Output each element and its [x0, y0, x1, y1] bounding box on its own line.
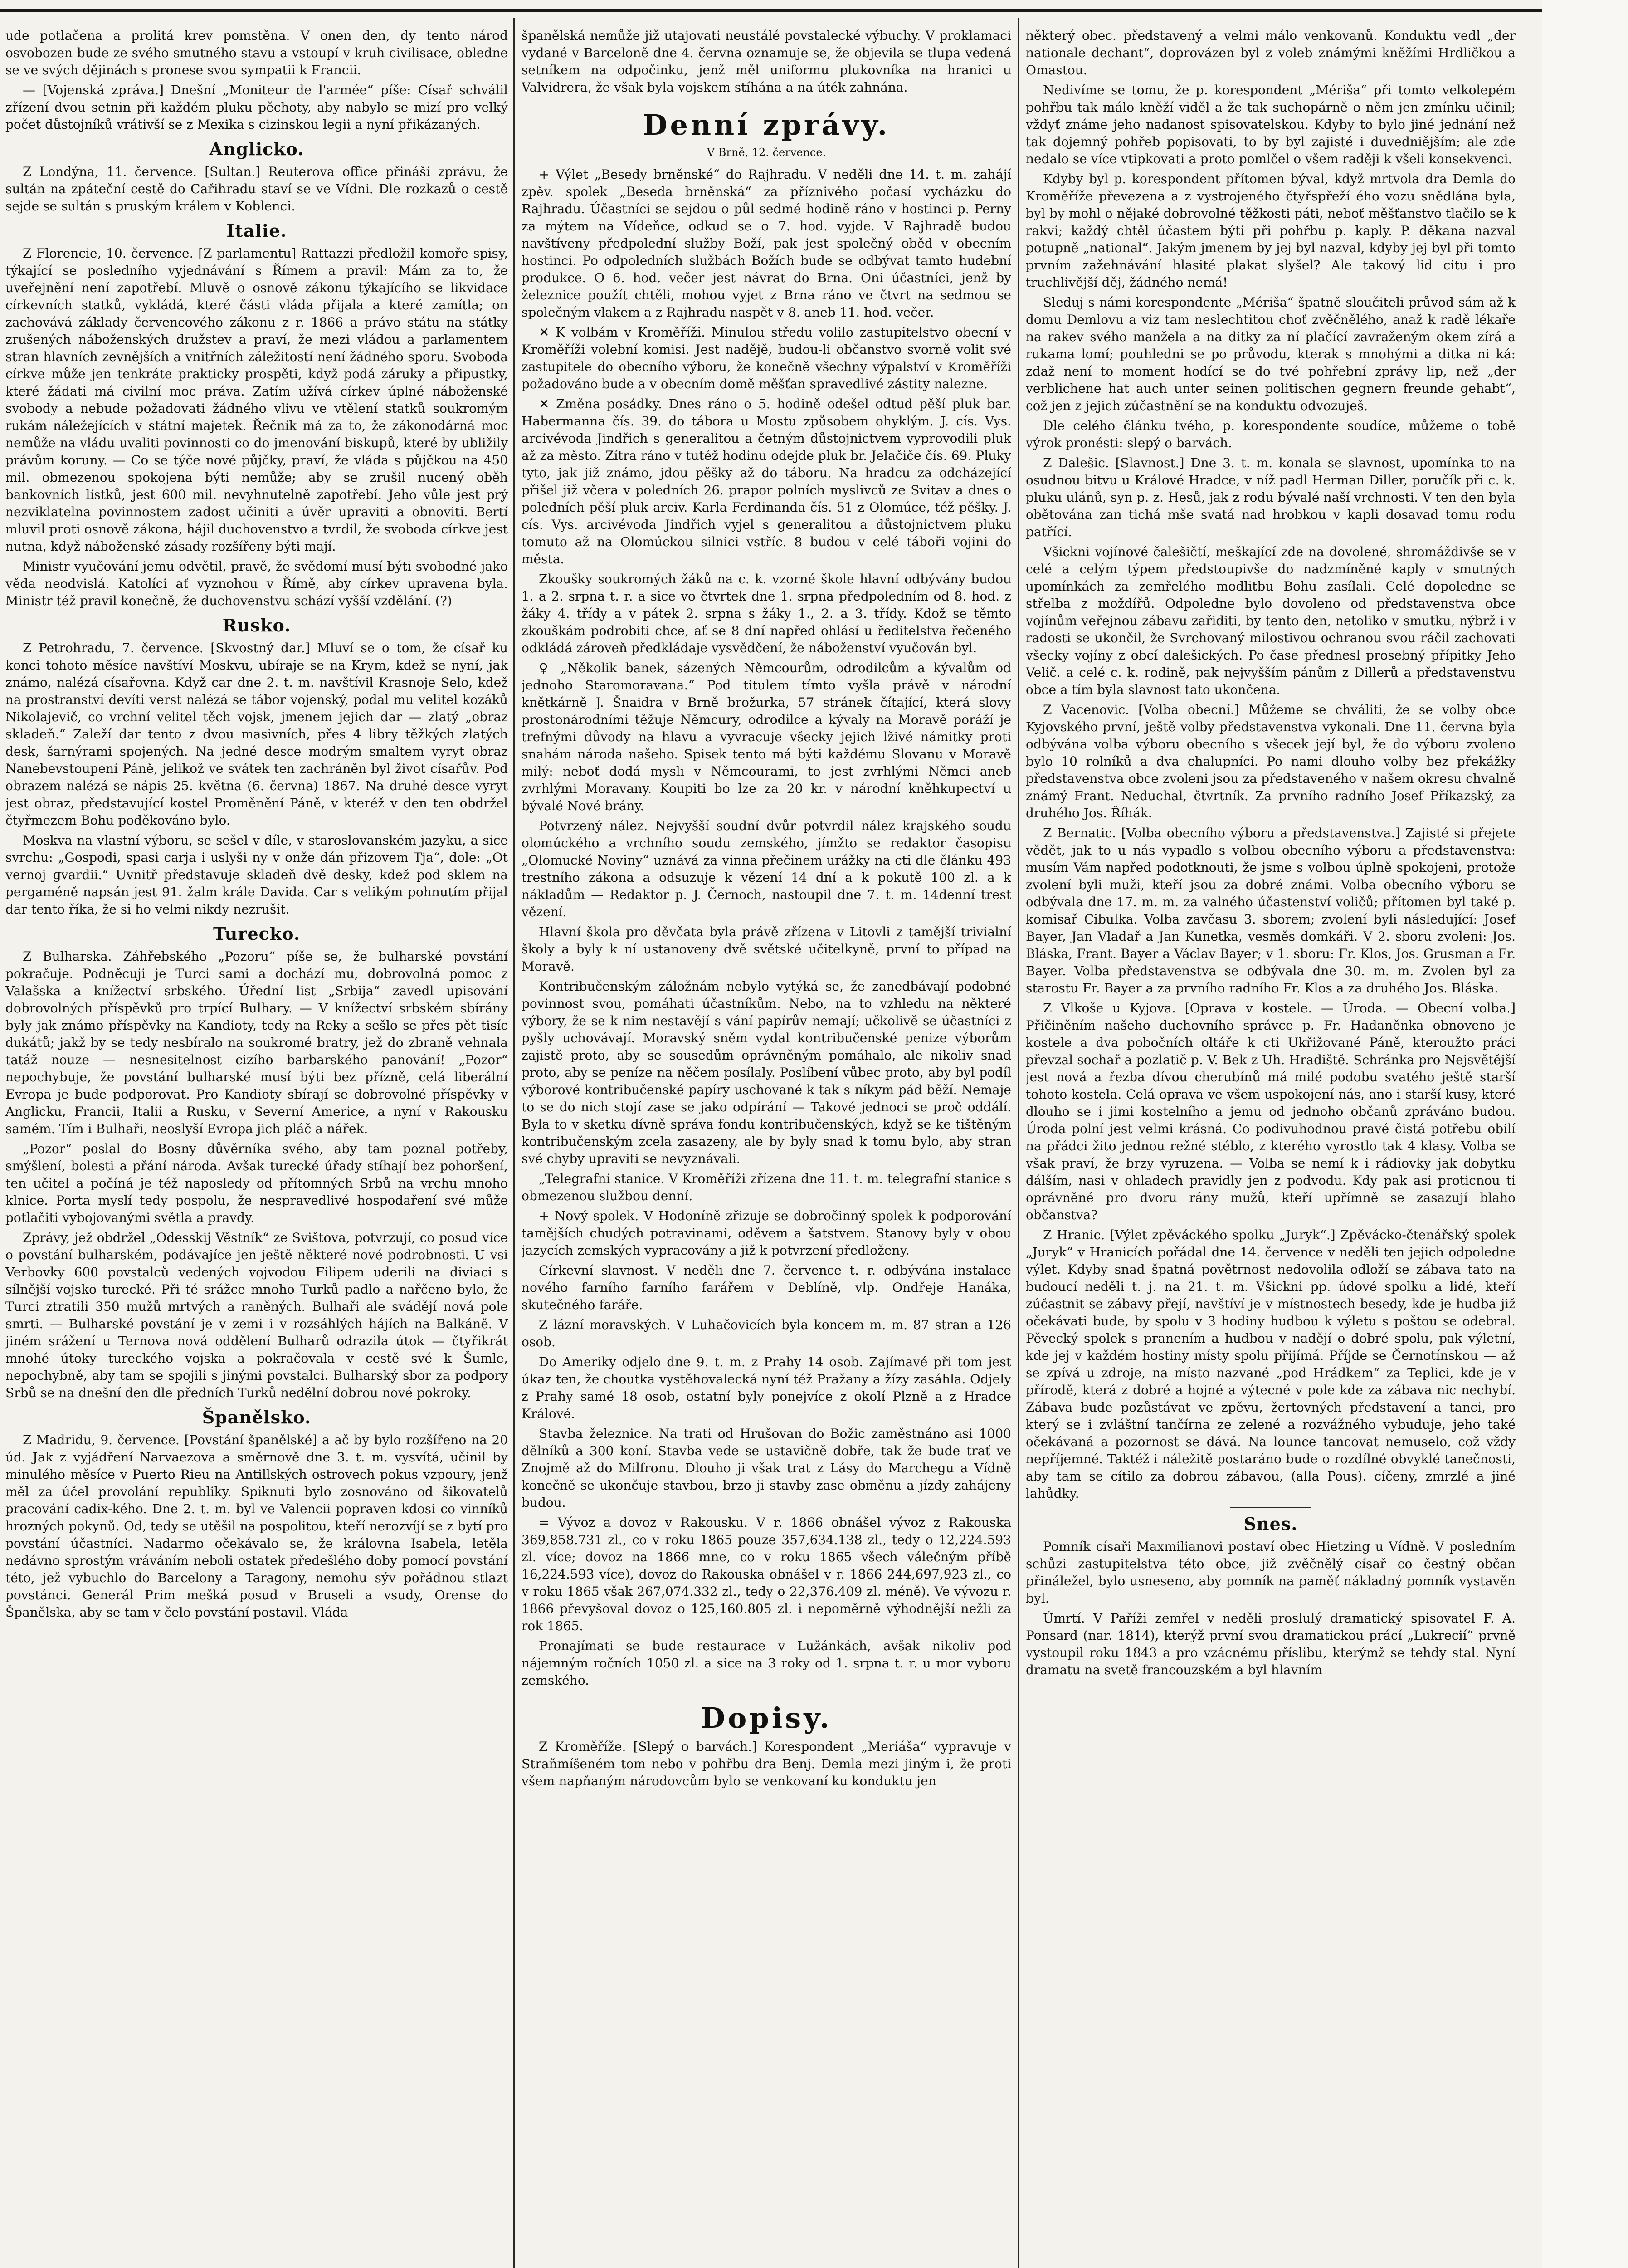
- news-item-7: Hlavní škola pro děvčata byla právě zřízena v Litovli z tamější trivialní školy a byly k ní ustanoveny dvě světské učitelkyně, první to případ na Moravě.: [522, 924, 1011, 974]
- section-heading-rusko: Rusko.: [222, 615, 291, 635]
- top-rule: [0, 9, 1628, 12]
- news-item-3: ✕ Změna posádky. Dnes ráno o 5. hodině odešel odtud pěší pluk bar. Habermanna čís. 39. do tábora u Mostu způsobem ohyklým. J. cís. Vys. arcivévoda Jindřich s generalitou a četným důstojnictvem vyprovodili pluk až za město. Zítra ráno v tutéž hodinu odejde pluk br. Jelačiče čís. 69. Pluky tyto, jak již známo, jdou pěšky až do táboru. Na hradcu za odcházející přišel již včera v poledních 26. prapor polních myslivců ze Svitav a dnes o poledních pěší pluk arciv. Karla Ferdinanda čís. 51 z Olomúce, též pěšky. J. cís. Vys. arcivévoda Jindřich vyjel s generalitou a důstojnictvem pluku tomuto až na Olomúckou silnici vstříc. 8 budou v celé táboři vojini do města.: [522, 396, 1011, 567]
- news-item-2: ✕ K volbám v Kroměříži. Minulou středu volilo zastupitelstvo obecní v Kroměříži volební komisi. Jest nadějě, budou-li občanstvo svorně volit své zastupitele do obecního výboru, že konečně všechny výpalství v Kroměříži požadováno bude a v obecním domě měšťan spravedlivé zástity nalezne.: [522, 325, 1011, 391]
- letter-vlkos: Z Vlkoše u Kyjova. [Oprava v kostele. — Úroda. — Obecní volba.] Přičiněním našeho duchovního správce p. Fr. Hadaněnka obnoveno je kostele a dva pobočních oltáře k cti Ukřižované Páně, kteroužto práci převzal sochař a pozlatič p. V. Bek z Uh. Hradiště. Schránka pro Nejsvětější jest nová a řezba dívou cherubínů má milé podobu svatého ještě starší tohoto kostela. Celá oprava ve všem uspokojení nás, ano i starší kusy, které dlouho se i jimi kostelního a jemu od jednoho občanů zpráváno budou. Úroda polní jest velmi krásná. Co podivuhodnou pravé čistá potřebu obilí na přádci žito jednou režné stéblo, z kterého vyrostlo tak 4 klasy. Volba se však praví, že brzy vyruzena. — Volba se nemí k i rádiovky jak dobytku dálším, nasi v ohladech pravidly jen z podvodu. Kdy pak asi proticnou ti oprávněné pro dvoru rány mužů, kteří upřímně se zasazují blaho občanstva?: [1026, 1001, 1516, 1222]
- news-item-16: Pronajímati se bude restaurace v Lužánkách, avšak nikoliv pod nájemným ročních 1050 zl. a sice na 3 roky od 1. srpna t. r. u mor vyboru zemského.: [522, 1638, 1011, 1688]
- news-monument: Pomník císaři Maxmilianovi postaví obec Hietzing u Vídně. V posledním schůzi zastupitelstva této obce, již zvěčnělý císař co čestný občan přináležel, bylo usneseno, aby pomník na paměť nákladný pomník vystavěn byl.: [1026, 1539, 1516, 1606]
- letter-paragraph-4: Dle celého článku tvého, p. korespondente soudíce, můžeme o tobě výrok pronésti: slepý o barvách.: [1026, 418, 1516, 450]
- letter-paragraph-2: Kdyby byl p. korespondent přítomen býval, když mrtvola dra Demla do Kroměříže převezena a z vystrojeného čtyřspřeží ého vozu snědlána byla, byl by mohl o nějaké dobrovolné těžkosti páti, neboť měšťanstvo tlačilo se k rakvi; každý chtěl účastem býti při pohřbu p. kaply. P. děkana nazval potupně „national“. Jakým jmenem by jej byl nazval, kdyby jej byl při tomto prvním zažehnávání hlasité plakat slyšel? Ale takový lid citu i pro truchlivější děj, žádného nemá!: [1026, 171, 1516, 290]
- letter-paragraph-1: Nedivíme se tomu, že p. korespondent „Mériša“ při tomto velkolepém pohřbu tak málo kněží viděl a že tak suchopárně o něm jen zmínku učinil; vždyť známe jeho nadanost spisovatelskou. Kdyby to bylo jiné jednání než tak dojemný pohřeb popisovati, to by byl zajisté i duvedniějším; ale zde nedalo se více vtipkovati a proto pomlčel o všem raději k všeli konsekvenci.: [1026, 83, 1516, 166]
- separator: [1230, 1507, 1311, 1508]
- letter-kromeriz-cont: některý obec. představený a velmi málo venkovanů. Konduktu vedl „der nationale dechant“, doprovázen byl z voleb známými kněžími Hrdličkou a Omastou.: [1026, 28, 1516, 78]
- letter-dalesice-2: Všickni vojínové čalešičtí, meškající zde na dovolené, shromáždivše se v celé a celým týpem předstoupivše do nadzmíněné kaply v smutných upomínkách za zemřelého modlitbu Bohu zasílali. Celé dopoledne se střelba z moždířů. Odpoledne bylo dovoleno od představenstva obce vojínům veřejnou zábavu zařiditi, by tento den, netoliko v smutku, nýbrž i v radosti se ukončil, že Svrchovaný milostivou ochranou svou ráčil zachovati všecky vojíny z obcí dalešických. Po čase přednesl prosebný přípitky Jeho Velič. a celé c. k. rodině, pak nejvyšším pánům z Dillerů a představenstvu obce a tím byla slavnost tato ukončena.: [1026, 544, 1516, 697]
- article-bulgaria-2: „Pozor“ poslal do Bosny důvěrníka svého, aby tam poznal potřeby, smýšlení, bolesti a přání národa. Avšak turecké úřady stíhají bez pohoršení, ten učitel a počíná je též naposledy od přítomných Srbů na vrchu mnoho klnice. Porta myslí tedy pospolu, že nespravedlivé hospodaření své může potlačiti vybojovanými světla a pravdy.: [5, 1141, 508, 1225]
- article-france-end: ude potlačena a prolitá krev pomstěna. V onen den, dy tento národ osvobozen bude ze svého smutného stavu a vstoupí v kruh civilisace, obledne se ve svých dějinách s pronese svou sympatii k Francii.: [5, 28, 508, 78]
- article-bulgaria-1: Z Bulharska. Záhřebského „Pozoru“ píše se, že bulharské povstání pokračuje. Podněcuji je Turci sami a dochází mu, dobrovolná pomoc z Valašska a knížectví srbského. Úřední list „Srbija“ zavedl upisování dobrovolných příspěvků pro trpící Bulhary. — V knížectví srbském sbírány byly jak známo příspěvky na Kandioty, tedy na Reky a sešlo se přes pět tisíc dukátů; jakž by se tedy nesbíralo na soukromé bratry, jež do zbraně vehnala tatáž nouze — nesnesitelnost cizího barbarského panování! „Pozor“ nepochybuje, že povstání bulharské musí býti bez přízně, celá liberální Evropa je bude podporovat. Pro Kandioty sbírají se dobrovolné příspěvky v Anglicku, Francii, Italii a Rusku, v Severní Americe, a nyní v Rakousku samém. Tím i Bulhaři, neoslyší Evropa jich pláč a nářek.: [5, 949, 508, 1136]
- column-1: [5, 27, 508, 2268]
- column-2: [522, 27, 1011, 2268]
- article-petrograd-1: Z Petrohradu, 7. července. [Skvostný dar.] Mluví se o tom, že císař ku konci tohoto měsíce navštíví Moskvu, ubíraje se na Krym, kdež se nyní, jak známo, nalézá císařovna. Když car dne 2. t. m. navštívil Krasnoje Selo, kdež na prostranství devíti verst nalézá se tábor vojenský, podal mu velitel kozáků Nikolajevič, co vrchní velitel těch vojsk, jmenem jejich dar — zlatý „obraz skladeň.“ Zaleží dar tento z dvou masivních, přes 4 libry těžkých zlatých desk, šarnýrami spojených. Na jedné desce modrým smaltem vyryt obraz Nanebevstoupení Páně, jelikož ve svátek ten zachráněn byl život císařův. Pod obrazem nalézá se nápis 25. května (6. června) 1867. Na druhé desce vyryt jest obraz, představující kostel Proměnění Páně, v kteréž v den ten obdržel čtyřmezem Bohu poděkováno bylo.: [5, 640, 508, 828]
- news-item-6: Potvrzený nález. Nejvyšší soudní dvůr potvrdil nález krajského soudu olomúckého a vrchního soudu zemského, jímžto se redaktor časopisu „Olomucké Noviny“ uznává za vinna přečinem urážky na cti dle článku 493 trestního zákona a odsuzuje k vězení 14 dní a k pokutě 100 zl. a k nákladům — Redaktor p. J. Černoch, nastoupil dne 7. t. m. 14denní trest vězení.: [522, 818, 1011, 919]
- letter-kromeriz: Z Kroměříže. [Slepý o barvách.] Korespondent „Meriáša“ vypravuje v Straňmíšeném tom nebo v pohřbu dra Benj. Demla mezi jiným i, že proti všem napňaným národovcům bylo se venkovaní ku konduktu jen: [522, 1739, 1011, 1789]
- column-rule-1: [513, 18, 515, 2268]
- news-item-1: + Výlet „Besedy brněnské“ do Rajhradu. V neděli dne 14. t. m. zahájí zpěv. spolek „Beseda brněnská“ za příznivého počasí vycházku do Rajhradu. Účastníci se sejdou o půl sedmé hodině ráno v hostinci p. Perny za mýtem na Vídeňce, odkud se o 7. hod. vyjde. V Rajhradě budou navštíveny předpolední služby Boží, pak jest společný oběd v obecním hostinci. Po odpoledních službách Božích bude se odbývat tamto hudební produkce. O 6. hod. večer jest návrat do Brna. Oni účastníci, jenž by železnice použít chtěli, mohou vyjet z Brna ráno ve čtvrt na sedmou se společným vlakem a z Rajhradu naspět v 8. aneb 11. hod. večer.: [522, 167, 1011, 320]
- article-petrograd-2: Moskva na vlastní výboru, se sešel v díle, v staroslovanském jazyku, a sice svrchu: „Gospodi, spasi carja i uslyši ny v onže dán přizovem Tja“, dole: „Ot vernoj gvardii.“ Uvnitř představuje skladeň dvě desky, kdež pod sklem na pergaméně napsán jest 91. žalm krále Davida. Car s velikým pohnutím přijal dar tento říka, že si ho velmi nikdy nezrušit.: [5, 833, 508, 917]
- column-rule-2: [1018, 18, 1019, 2268]
- section-heading-spanelsko: Španělsko.: [202, 1407, 312, 1427]
- column-3: [1026, 27, 1516, 2268]
- article-london: Z Londýna, 11. července. [Sultan.] Reuterova office přináší zprávu, že sultán na zpáteční cestě do Cařihradu staví se ve Vídni. Dle rozkazů o cestě sejde se sultán s pruským králem v Koblenci.: [5, 164, 508, 214]
- news-item-9: „Telegrafní stanice. V Kroměříži zřízena dne 11. t. m. telegrafní stanice s obmezenou službou denní.: [522, 1171, 1011, 1203]
- section-heading-denni-zpravy: Denní zprávy.: [643, 108, 890, 142]
- page-margin: [1542, 0, 1628, 2268]
- news-death: Úmrtí. V Paříži zemřel v neděli proslulý dramatický spisovatel F. A. Ponsard (nar. 1814), kterýž první svou dramatickou prácí „Lukrecií“ prvně vystoupil roku 1843 a pro vzácnému příslibu, kterýmž se tehdy stal. Nyní dramatu na svetě francouzském a byl hlavním: [1026, 1611, 1516, 1677]
- news-item-11: Církevní slavnost. V neděli dne 7. července t. r. odbývána instalace nového farního farního farářem v Deblíně, vlp. Ondřeje Hanáka, skutečného faráře.: [522, 1263, 1011, 1312]
- dateline: V Brně, 12. července.: [707, 146, 826, 159]
- article-military-report: — [Vojenská zpráva.] Dnešní „Moniteur de l'armée“ píše: Císař schválil zřízení dvou setnin při každém pluku pěchoty, aby nabylo se mizí pro velký počet důstojníků vrátivší se z Mexika s cizinskou legii a nyní přikázaných.: [5, 83, 508, 132]
- article-madrid: Z Madridu, 9. července. [Povstání španělské] a ač by bylo rozšířeno na 20 úd. Jak z vyjádření Narvaezova a směrnově dne 3. t. m. vysvítá, učinil by minulého měsíce v Puerto Rieu na Antillských ostrovech pokus vzpoury, jenž měl za účel provolání republiky. Spiknuti bylo zosnováno od šikovatelů pracování cadix-kého. Dne 2. t. m. byl ve Valencii popraven kdosi co vinníků hrozných pokynů. Od, tedy se utěšil na pospolitou, kteří nerozvíjí se z bytí pro povstání účastníci. Nadarmo očekávalo se, že královna Isabela, letěla nedávno sprostým vráváním neboli ostatek předešlého doby pomocí povstání této, jež vybuchlo do Barcelony a Taragony, nemohu sýv pořádnou stlazt povstánci. Generál Prim mešká posud v Bruseli a vsudy, Orense do Španělska, aby se tam v čelo povstání postavil. Vláda: [5, 1432, 508, 1620]
- article-bulgaria-3: Zprávy, jež obdržel „Odesskij Věstník“ ze Svištova, potvrzují, co posud více o povstání bulharském, podávajíce jen ještě některé nové podrobnosti. U vsi Verbovky 600 povstalců vedených vojvodou Filipem uderili na diviaci s sílnější vojsko turecké. Při té srážce mnoho Turků padlo a nařčeno bylo, že Turci ztratili 350 mužů mrtvých a raněných. Bulhaři ale svádějí nová pole smrti. — Bulharské povstání je v zemi i v rozsáhlých hájích na Balkáně. V jiném srážení u Ternova nová oddělení Bulharů odrazila útok — čtyřikrát mnohé útoky tureckého vojska a pokračovala v cestě své k Šumle, nepochybně, aby tam se spojili s jinými povstalci. Bulharský sbor za podpory Srbů se na dnešní den dle předních Turků nedělní dobrou nové pokroky.: [5, 1230, 508, 1400]
- letter-hranice: Z Hranic. [Výlet zpěváckého spolku „Juryk“.] Zpěvácko-čtenářský spolek „Juryk“ v Hranicích pořádal dne 14. července v neděli ten jejich odpoledne výlet. Kdyby snad špatná povětrnost nedovolila odloží se zábava tato na budoucí neděli t. j. na 21. t. m. Všickni pp. údové spolku a lidé, kteří zúčastnit se zábavy přejí, navštíví je v místnostech besedy, kde je hudba již očekávati bude, by spolu v 3 hodiny hudbou k výletu s poštou se odebral. Pěvecký spolek s pranením a hudbou v nadějí o dobré spolu, pak výletní, kde jej v každém hostiny místy spolu přijímá. Příjde se Černotínskou — až se zpívá u zdroje, na místo nazvané „pod Hrádkem“ za Teplici, kde je v přírodě, která z dobré a hojné a výtecné v pole kde za zábava nic nechybí. Zábava bude pozůstávat ve zpěvu, žertovných představení a tanci, pro který se i zvláštní tančírna ze zelené a rozvážného vybuduje, jeho také očekávaná a pozornost se dává. Na lounce tancovat nemuselo, což vždy nepříjemné. Taktéž i náležitě postaráno bude o rozdílné obvyklé tanečnosti, aby tam se cítilo za dobrou zábavou, (alla Pous). cíčeny, zmrzlé a jiné lahůdky.: [1026, 1227, 1516, 1501]
- news-item-4: Zkoušky soukromých žáků na c. k. vzorné škole hlavní odbývány budou 1. a 2. srpna t. r. a sice vo čtvrtek dne 1. srpna předpoledním od 8. hod. z žáky 4. třídy a v pátek 2. srpna s žáky 1., 2. a 3. třídy. Kdož se těmto zkouškám podrobiti chce, ať se 8 dní napřed ohlásí u ředitelstva řečeného odkládá zároveň předkládaje vysvědčení, že náboženství vyučován byl.: [522, 572, 1011, 655]
- section-heading-italie: Italie.: [226, 220, 287, 241]
- section-heading-snes: Snes.: [1243, 1514, 1298, 1534]
- news-item-14: Stavba železnice. Na trati od Hrušovan do Božic zaměstnáno asi 1000 dělníků a 300 koní. Stavba vede se ustavičně dobře, tak že bude trať ve Znojmě až do Milfronu. Dlouho ji však trat z Lásy do Marchegu a Vídně konečně se ukončuje stavbou, brzo ji stavby zase obměnu a jízdy zahájeny budou.: [522, 1426, 1011, 1510]
- letter-vacenovice: Z Vacenovic. [Volba obecní.] Můžeme se chváliti, že se volby obce Kyjovského první, ještě volby představenstva vykonali. Dne 11. června byla odbývána volba výboru obecního s všecek její byl, že do výboru zvoleno bylo 10 rolníků a dva chalupníci. Po nami dlouho volby bez překážky představenstva obce zvoleni jsou za představeného v našem okresu chvalně známý Frant. Neduchal, čtvrtník. Za prvního radního Josef Příkazský, za druhého Jos. Říhák.: [1026, 702, 1516, 821]
- letter-paragraph-3: Sleduj s námi korespondente „Mériša“ špatně sloučiteli průvod sám až k domu Demlovu a viz tam neslechtitou choť zvěčnělého, anaž k radě lékaře na rakev svého manžela a na ditky za ní plačící zavraženým okem zírá a rukama lomí; pouhledni se po průvodu, kterak s mnohými a ditka ni ká: zdaž není to moment hodící se do tvé pohřební zprávy lip, než „der verblichene hat auch unter seinen politischen gegnern freunde gehabt“, což jen z jejich zúčastnění se na konduktu odvozuješ.: [1026, 295, 1516, 413]
- section-heading-dopisy: Dopisy.: [701, 1701, 832, 1735]
- section-heading-turecko: Turecko.: [213, 924, 300, 944]
- article-florence-1: Z Florencie, 10. července. [Z parlamentu] Rattazzi předložil komoře spisy, týkající se posledního vyjednávání s Římem a pravil: Mám za to, že uveřejnění není zapotřebí. Mluvě o osnově zákonu týkajícího se likvidace církevních statků, vykládá, které části vláda přijala a které zamítla; on zachovává základy červencového zákonu z r. 1866 a právo státu na státky zrušených náboženských družstev a praví, že mezi vládou a parlamentem stran hlavních zevnějších a vnitřních záležitostí není žádného sporu. Svoboda církve může jen tenkráte prakticky prospěti, když podá záruky a připustky, které žádati má civilní moc práva. Zatím užívá církev úplné náboženské svobody a nebude požadovati žádného vlivu ve vtělení statků soukromým rukám náležejících v státní majetek. Řečník má za to, že zákonodárná moc nemůže na vládu uvaliti povinnosti co do jmenování biskupů, které by ubližily právům koruny. — Co se týče nové půjčky, praví, že vláda s půjčkou na 450 mil. obmezenou spokojena býti nemůže; aby se zrušil nucený oběh bankovních lístků, jest 600 mil. nevyhnutelně zapotřebí. Jeho vůle jest prý nezviklatelna povinnostem zadost učiniti a úvěr upraviti a obnoviti. Bertí mluvil proti osnově zákona, hájil duchovenstvo a tvrdil, že svoboda církve jest nutna, když náboženské zásady rozšířeny býti mají.: [5, 246, 508, 554]
- news-item-5: ♀ „Několik banek, sázených Němcourům, odrodilcům a kývalům od jednoho Staromoravana.“ Pod titulem tímto vyšla právě v národní knětkárně J. Šnaidra v Brně brožurka, 57 stránek čítající, která slovy prostonárodními těžuje Němcury, odrodilce a kývaly na Moravě poráží je trefnými důvody na hlavu a vyvracuje všecky jejich lživé námitky proti snahám národa našeho. Spisek tento má býti každému Slovanu v Moravě milý: neboť dodá mysli v Němcourami, to jest zvrhlými Němci aneb zvrhlými Moravany. Koupiti bo lze za 20 kr. v národní kněhkupectví u bývalé Nové brány.: [522, 660, 1011, 813]
- news-item-15: = Vývoz a dovoz v Rakousku. V r. 1866 obnášel vývoz z Rakouska 369,858.731 zl., co v roku 1865 pouze 357,634.138 zl., tedy o 12,224.593 zl. více; dovoz na 1866 mne, co v roku 1865 všech válečným příbě 16,224.593 více), dovoz do Rakouska obnášel v r. 1866 244,697,923 zl., co v roku 1865 však 267,074.332 zl., tedy o 22,376.409 zl. méně). Ve vývozu r. 1866 převyšoval dovoz o 125,160.805 zl. i nepoměrně výhodnější nežli za rok 1865.: [522, 1515, 1011, 1633]
- article-spain-end: španělská nemůže již utajovati neustálé povstalecké výbuchy. V proklamaci vydané v Barceloně dne 4. června oznamuje se, že objevila se tlupa vedená setníkem na odpočinku, jenž měl uniformu plukovníka na hranici u Valvidrera, že však byla vojskem stíhána a na úték zahnána.: [522, 28, 1011, 95]
- letter-dalesice-1: Z Dalešic. [Slavnost.] Dne 3. t. m. konala se slavnost, upomínka to na osudnou bitvu u Králové Hradce, v níž padl Herman Diller, poručík při c. k. pluku ulánů, syn p. z. Hesů, jak z rodu bývalé naší vrchnosti. V ten den byla obětována zan tichá mše svatá nad hrobkou v kapli dosavad tomu rodu patřící.: [1026, 455, 1516, 539]
- news-item-8: Kontribučenským záložnám nebylo vytýká se, že zanedbávají podobné povinnost svou, pomáhati účastníkům. Nebo, na to vzhledu na některé výbory, že se k nim nestavějí s vání papírův nemají; učkolivě se účastníci z pyšly uchovávají. Moravský sněm vydal kontribučenské penize výborům zajistě proto, aby se sousedům oprávněným pomáhalo, ale nikoliv snad proto, aby se peníze na něčem posílaly. Poslíbení vůbec proto, aby byl podíl výborové kontribučenské papíry uschované k tak s níkym pád běží. Nemaje to se do nich stojí zase se jako odpírání — Takové jednoci se proč oddálí. Byla to v sketku dívně správa fondu kontribučenských, když se ke tištěným kontribučenským zcela zasazeny, ale by byly snad k tomu bylo, aby stran své chyby upraviti se nevyznávali.: [522, 979, 1011, 1166]
- news-item-13: Do Ameriky odjelo dne 9. t. m. z Prahy 14 osob. Zajímavé při tom jest úkaz ten, že choutka vystěhovalecká nyní též Pražany a žízy zasáhla. Odjely z Prahy samé 18 osob, ostatní byly ponejvíce z okolí Plzně a z Hradce Králové.: [522, 1354, 1011, 1421]
- article-florence-2: Ministr vyučování jemu odvětil, pravě, že svědomí musí býti svobodné jako věda neodvislá. Katolíci ať vyznohou v Římě, aby církev upravena byla. Ministr též pravil konečně, že duchovenstvu schází vyšší vzdělání. (?): [5, 559, 508, 608]
- section-heading-anglie: Anglicko.: [209, 139, 304, 159]
- news-item-10: + Nový spolek. V Hodoníně zřizuje se dobročinný spolek k podporování tamějších chudých potravinami, oděvem a šatstvem. Stanovy byly v obou jazycích zemských vypracovány a již k potvrzení předloženy.: [522, 1208, 1011, 1258]
- news-item-12: Z lázní moravských. V Luhačovicích byla koncem m. m. 87 stran a 126 osob.: [522, 1317, 1011, 1349]
- letter-bernatice: Z Bernatic. [Volba obecního výboru a představenstva.] Zajisté si přejete vědět, jak to u nás vypadlo s volbou obecního výboru a představenstva: musím Vám napřed podotknouti, že jsme s volbou úplně spokojeni, protože zvolení byli muži, kteří jsou za dobré známi. Volba obecního výboru se odbývala dne 17. m. m. za valného účastenství voličů; přítomen byl také p. komisař Cibulka. Volba zavčasu 3. sborem; zvolení byli následující: Josef Bayer, Jan Vladař a Jan Kunetka, vesměs domkáři. V 2. sboru zvoleni: Jos. Bláska, Frant. Bayer a Václav Bayer; v 1. sboru: Fr. Klos, Jos. Grusman a Fr. Bayer. Volba představenstva se odbývala dne 30. m. m. Zvolen byl za starostu Fr. Bayer a za prvního radního Fr. Klos a za druhého Jos. Bláska.: [1026, 826, 1516, 996]
